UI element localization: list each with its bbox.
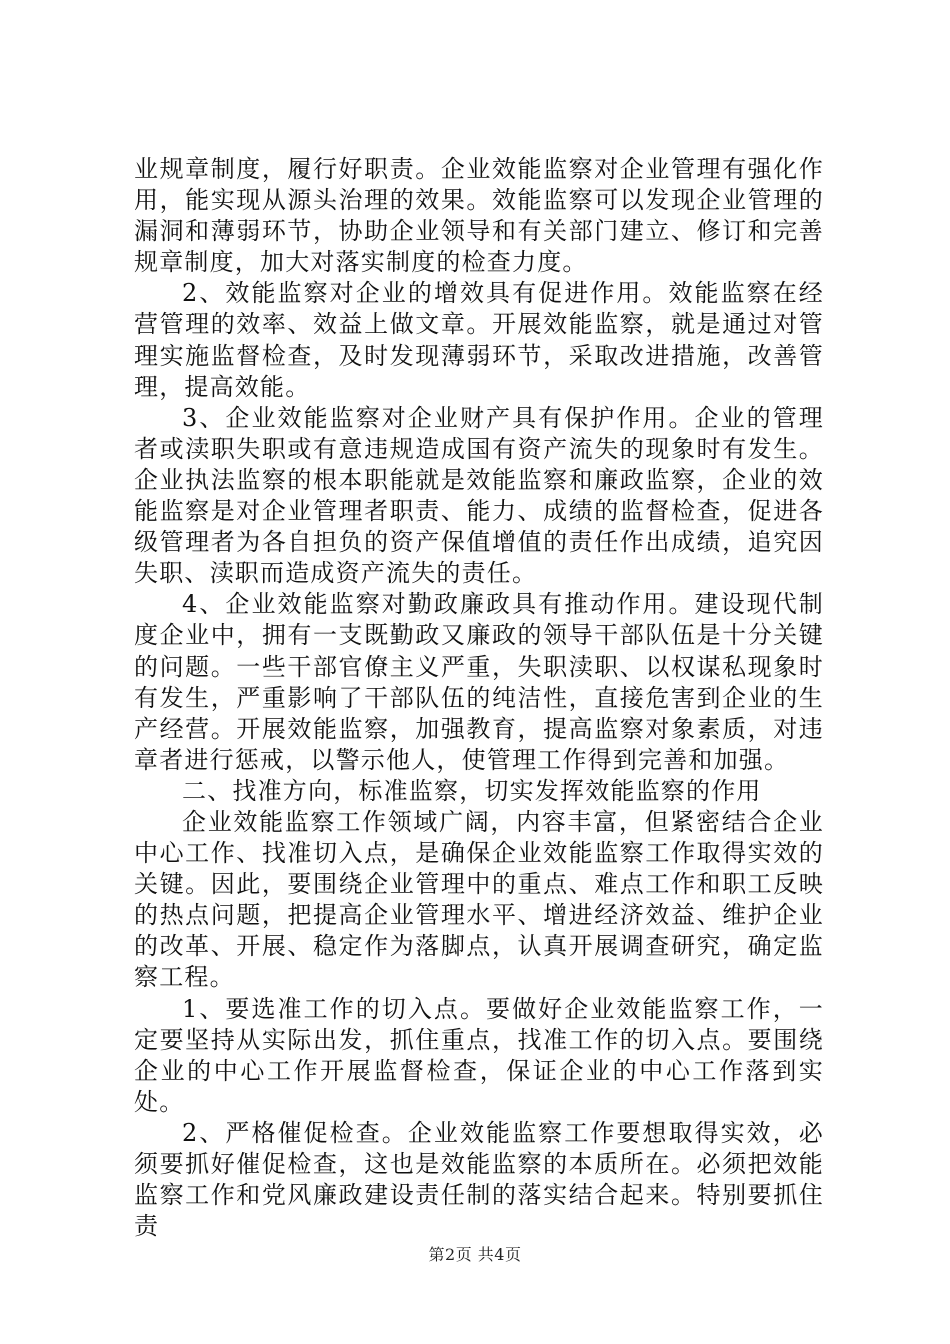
paragraph-3: 3、企业效能监察对企业财产具有保护作用。企业的管理者或渎职失职或有意违规造成国有资产流失的现象时有发生。企业执法监察的根本职能就是效能监察和廉政监察，企业的效能监察是对企业管理者职责、能力、成绩的监督检查，促进各级管理者为各自担负的资产保值增值的责任作出成绩，追究因失职、渎职而造成资产流失的责任。 [134, 403, 824, 588]
paragraph-2: 2、效能监察对企业的增效具有促进作用。效能监察在经营管理的效率、效益上做文章。开展效能监察，就是通过对管理实施监督检查，及时发现薄弱环节，采取改进措施，改善管理，提高效能。 [134, 279, 824, 401]
paragraph-4: 4、企业效能监察对勤政廉政具有推动作用。建设现代制度企业中，拥有一支既勤政又廉政的领导干部队伍是十分关键的问题。一些干部官僚主义严重，失职渎职、以权谋私现象时有发生，严重影响了干部队伍的纯洁性，直接危害到企业的生产经营。开展效能监察，加强教育，提高监察对象素质，对违章者进行惩戒，以警示他人，使管理工作得到完善和加强。 [134, 590, 824, 774]
paragraph-6: 1、要选准工作的切入点。要做好企业效能监察工作，一定要坚持从实际出发，抓住重点，找准工作的切入点。要围绕企业的中心工作开展监督检查，保证企业的中心工作落到实处。 [134, 994, 824, 1116]
paragraph-7: 2、严格催促检查。企业效能监察工作要想取得实效，必须要抓好催促检查，这也是效能监察的本质所在。必须把效能监察工作和党风廉政建设责任制的落实结合起来。特别要抓住责 [134, 1118, 824, 1241]
paragraph-5: 企业效能监察工作领域广阔，内容丰富，但紧密结合企业中心工作、找准切入点，是确保企业效能监察工作取得实效的关键。因此，要围绕企业管理中的重点、难点工作和职工反映的热点问题，把提高企业管理水平、增进经济效益、维护企业的改革、开展、稳定作为落脚点，认真开展调查研究，确定监察工程。 [134, 807, 824, 992]
paragraph-1: 业规章制度，履行好职责。企业效能监察对企业管理有强化作用，能实现从源头治理的效果。效能监察可以发现企业管理的漏洞和薄弱环节，协助企业领导和有关部门建立、修订和完善规章制度，加大对落实制度的检查力度。 [134, 155, 824, 277]
section-heading: 二、找准方向，标准监察，切实发挥效能监察的作用 [182, 776, 762, 805]
document-body [134, 154, 824, 1242]
page-footer: 第2页 共4页 [428, 1245, 522, 1264]
